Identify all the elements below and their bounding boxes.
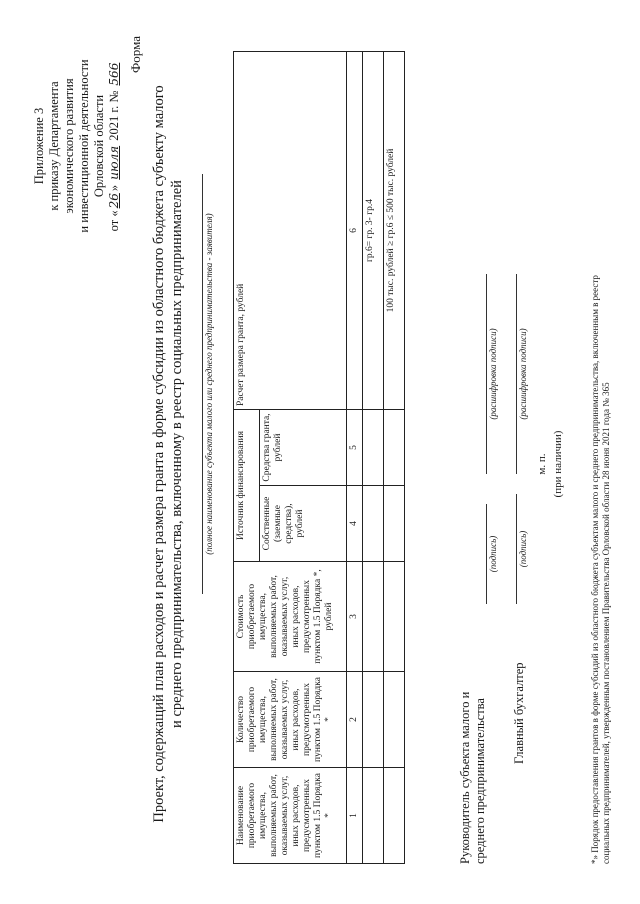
- column-number: 2: [347, 672, 363, 768]
- head-decode-caption: (расшифровка подписи): [488, 328, 498, 420]
- title-line-2: и среднего предпринимательства, включенному в реестр социальных предпринимателей: [169, 180, 185, 728]
- table-cell: [363, 672, 384, 768]
- stamp-place: м. п.: [536, 453, 548, 475]
- department-name-1: экономического развития: [62, 78, 76, 214]
- document-title: [150, 44, 186, 864]
- applicant-name-line: [202, 174, 203, 594]
- date-month: июля: [107, 145, 121, 180]
- head-title-line-1: Руководитель субъекта малого и: [458, 691, 472, 864]
- table-cell: [363, 562, 384, 672]
- column-number: 1: [347, 768, 363, 864]
- column-number: 3: [347, 562, 363, 672]
- appendix-number: Приложение 3: [32, 107, 46, 185]
- table-header-row: [234, 52, 260, 864]
- table-cell: [363, 410, 384, 486]
- table-row: [384, 52, 405, 864]
- column-number: 4: [347, 486, 363, 562]
- limit-cell: 100 тыс. рублей ≥ гр.6 ≤ 500 тыс. рублей: [384, 52, 405, 410]
- head-decode-line: [486, 274, 487, 474]
- order-date-line: [107, 36, 122, 256]
- table-cell: [363, 486, 384, 562]
- form-label: Форма: [128, 36, 143, 73]
- date-year: 2021 г. №: [107, 90, 121, 141]
- order-reference: к приказу Департамента: [47, 81, 61, 211]
- accountant-decode-line: [516, 274, 517, 474]
- header-cell-own-funds: Собственные (заемные средства), рублей: [260, 486, 347, 562]
- date-prefix: от «: [107, 210, 121, 232]
- title-line-1: Проект, содержащий план расходов и расчет размера гранта в форме субсидии из областного бюджета субъекту малого: [151, 85, 167, 823]
- header-cell-cost: Стоимость приобретаемого имущества, выполняемых работ, оказываемых услуг, иных расходов, предусмотренных пунктом 1.5 Порядка *, рублей: [234, 562, 347, 672]
- head-title-line-2: среднего предпринимательства: [473, 698, 487, 864]
- table-cell: [384, 562, 405, 672]
- header-cell-grant-calculation: Расчет размера гранта, рублей: [234, 52, 347, 410]
- table-cell: [384, 410, 405, 486]
- table-cell: [384, 768, 405, 864]
- date-day: 26: [107, 193, 121, 209]
- order-number: 566: [107, 62, 121, 86]
- footnote-line-1: *» Порядок предоставления грантов в форме субсидий из областного бюджета субъектам малого и среднего предпринимательства, включенным в реестр: [590, 275, 600, 864]
- header-cell-name: Наименование приобретаемого имущества, выполняемых работ, оказываемых услуг, иных расходов, предусмотренных пунктом 1.5 Порядка *: [234, 768, 347, 864]
- department-name-2: и инвестиционной деятельности: [77, 59, 91, 233]
- head-signature-caption: (подпись): [488, 535, 498, 573]
- header-cell-funding-source: Источник финансирования: [234, 410, 260, 562]
- accountant-title: Главный бухгалтер: [512, 662, 526, 764]
- table-cell: [384, 486, 405, 562]
- date-mid: »: [107, 184, 121, 192]
- region-name: Орловской области: [92, 94, 106, 198]
- footnote-line-2: социальных предпринимателей, утвержденным постановлением Правительства Орловской области 28 июня 2021 года № 365: [601, 382, 611, 864]
- column-number: 6: [347, 52, 363, 410]
- stamp-note: (при наличии): [552, 430, 564, 498]
- header-cell-grant-funds: Средства гранта, рублей: [260, 410, 347, 486]
- formula-cell: гр.6= гр. 3- гр.4: [363, 52, 384, 410]
- head-title: [458, 692, 488, 864]
- header-block: [32, 36, 122, 256]
- table-cell: [384, 672, 405, 768]
- accountant-decode-caption: (расшифровка подписи): [518, 328, 528, 420]
- table-row: [363, 52, 384, 864]
- expense-plan-table: [233, 51, 405, 864]
- table-cell: [363, 768, 384, 864]
- accountant-signature-line: [516, 494, 517, 604]
- accountant-signature-caption: (подпись): [518, 530, 528, 568]
- applicant-caption: (полное наименование субъекта малого или среднего предпринимательства - заявителя): [204, 213, 214, 555]
- header-cell-quantity: Количество приобретаемого имущества, выполняемых работ, оказываемых услуг, иных расходов, предусмотренных пунктом 1.5 Порядка *: [234, 672, 347, 768]
- column-number: 5: [347, 410, 363, 486]
- footnote: [590, 34, 612, 864]
- head-signature-line: [486, 504, 487, 604]
- table-number-row: [347, 52, 363, 864]
